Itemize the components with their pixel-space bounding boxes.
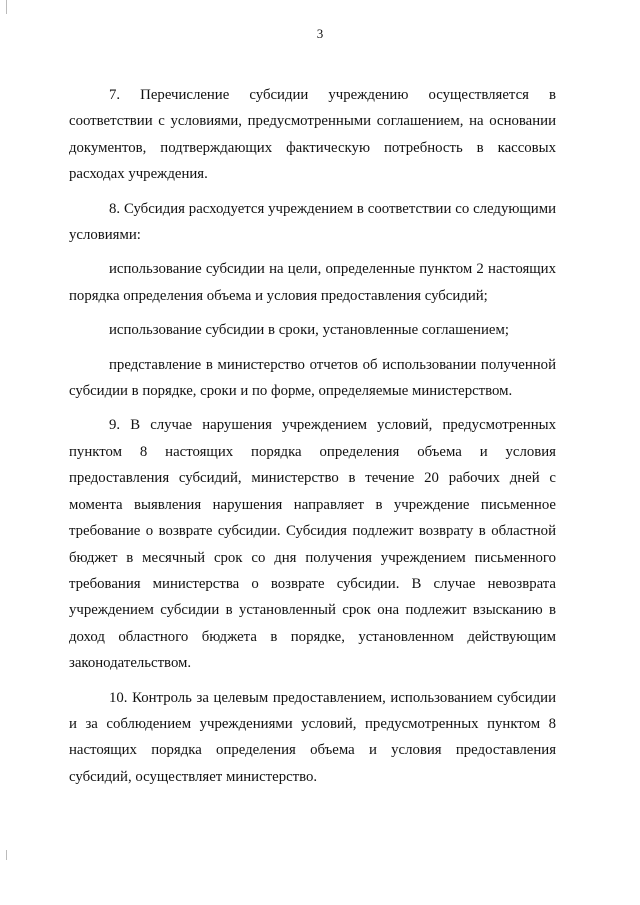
paragraph-8-condition-3: представление в министерство отчетов об использовании полученной субсидии в порядке, сроки и по форме, определяемые министерством. <box>69 356 556 400</box>
scan-edge-mark-top <box>6 0 7 14</box>
page-number: 3 <box>316 26 324 41</box>
paragraph-7: 7. Перечисление субсидии учреждению осуществляется в соответствии с условиями, предусмотренными соглашением, на основании документов, подтверждающих фактическую потребность в кассовых расходах учреждения. <box>69 87 556 183</box>
scan-edge-mark-bottom <box>6 850 7 860</box>
paragraph-9: 9. В случае нарушения учреждением условий, предусмотренных пунктом 8 настоящих порядка определения объема и условия предоставления субсидий, министерство в течение 20 рабочих дней с момента выявления нарушения направляет в учреждение письменное требование о возврате субсидии. Субсидия подлежит возврату в областной бюджет в месячный срок со дня получения учреждением письменного требования министерства о возврате субсидии. В случае невозврата учреждением субсидии в установленный срок она подлежит взысканию в доход областного бюджета в порядке, установленном действующим законодательством. <box>69 417 556 672</box>
paragraph-10: 10. Контроль за целевым предоставлением, использованием субсидии и за соблюдением учреждениями условий, предусмотренных пунктом 8 настоящих порядка определения объема и условия предоставления субсидий, осуществляет министерство. <box>69 689 556 785</box>
paragraph-8-condition-2: использование субсидии в сроки, установленные соглашением; <box>109 322 509 339</box>
paragraph-8-condition-1: использование субсидии на цели, определенные пунктом 2 настоящих порядка определения объема и условия предоставления субсидий; <box>69 261 556 304</box>
document-body <box>69 82 556 790</box>
paragraph-8: 8. Субсидия расходуется учреждением в соответствии со следующими условиями: <box>69 200 556 244</box>
